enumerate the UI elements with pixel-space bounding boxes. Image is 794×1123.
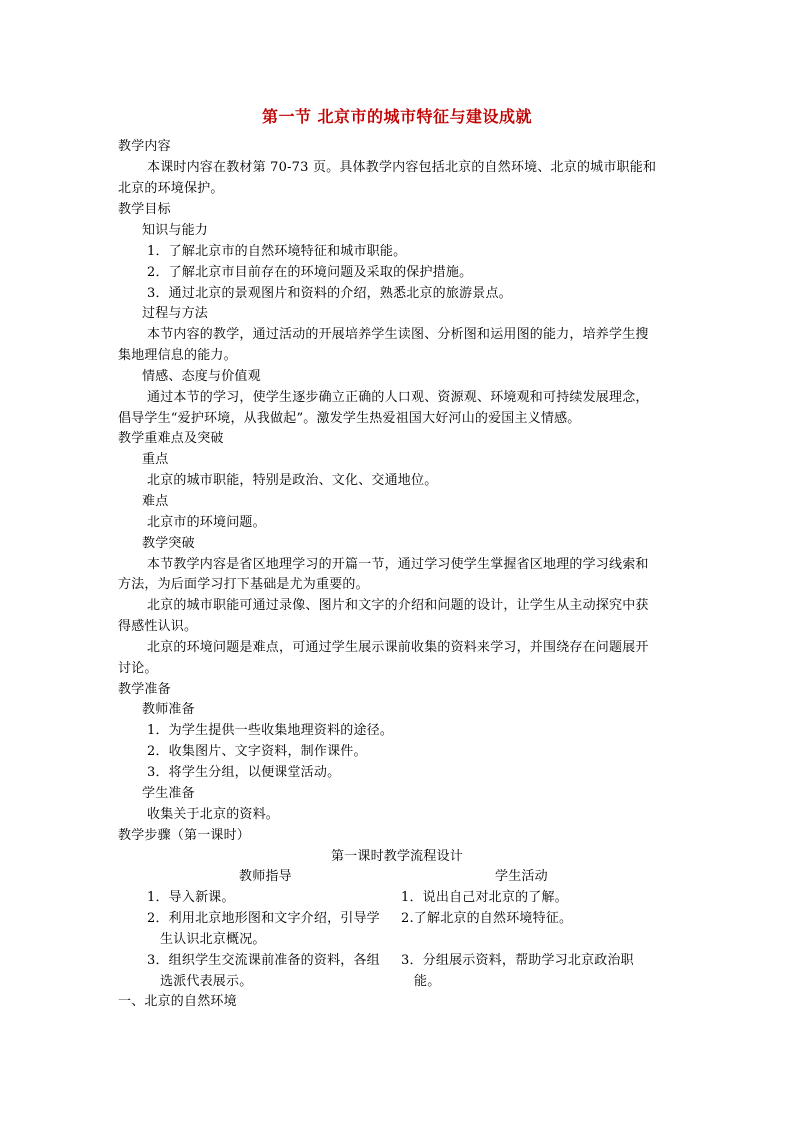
paragraph-line: 北京的城市职能，特别是政治、文化、交通地位。 bbox=[147, 473, 438, 488]
paragraph-line: 方法，为后面学习打下基础是尤为重要的。 bbox=[118, 577, 369, 592]
list-item: 1．了解北京市的自然环境特征和城市职能。 bbox=[147, 244, 407, 259]
flow-column-student: 学生活动 bbox=[495, 869, 548, 884]
flow-student-step-cont: 能。 bbox=[414, 974, 441, 989]
paragraph-line: 北京的城市职能可通过录像、图片和文字的介绍和问题的设计，让学生从主动探究中获 bbox=[147, 598, 649, 613]
flow-teacher-step: 1．导入新课。 bbox=[147, 890, 235, 905]
flow-teacher-step: 2．利用北京地形图和文字介绍，引导学 bbox=[147, 911, 380, 926]
list-item: 2．了解北京市目前存在的环境问题及采取的保护措施。 bbox=[147, 265, 473, 280]
flow-student-step: 2.了解北京的自然环境特征。 bbox=[401, 911, 573, 926]
heading-teaching-steps: 教学步骤（第一课时） bbox=[118, 828, 251, 843]
paragraph-line: 本节教学内容是省区地理学习的开篇一节，通过学习使学生掌握省区地理的学习线索和 bbox=[147, 557, 649, 572]
paragraph-line: 北京市的环境问题。 bbox=[147, 515, 266, 530]
flow-table-title: 第一课时教学流程设计 bbox=[330, 849, 463, 864]
flow-column-teacher: 教师指导 bbox=[239, 869, 292, 884]
paragraph-line: 倡导学生“爱护环境，从我做起”。激发学生热爱祖国大好河山的爱国主义情感。 bbox=[118, 411, 581, 426]
paragraph-line: 通过本节的学习，使学生逐步确立正确的人口观、资源观、环境观和可持续发展理念， bbox=[147, 390, 649, 405]
subheading-focus: 重点 bbox=[142, 452, 169, 467]
subheading-emotion: 情感、态度与价值观 bbox=[142, 369, 261, 384]
section-heading: 一、北京的自然环境 bbox=[118, 994, 237, 1009]
subheading-student-prep: 学生准备 bbox=[142, 786, 195, 801]
subheading-teacher-prep: 教师准备 bbox=[142, 702, 195, 717]
heading-teaching-content: 教学内容 bbox=[118, 139, 171, 154]
heading-preparation: 教学准备 bbox=[118, 682, 171, 697]
subheading-knowledge: 知识与能力 bbox=[142, 223, 209, 238]
paragraph-line: 得感性认识。 bbox=[118, 619, 198, 634]
list-item: 2．收集图片、文字资料，制作课件。 bbox=[147, 744, 367, 759]
list-item: 1．为学生提供一些收集地理资料的途径。 bbox=[147, 723, 394, 738]
paragraph-line: 本节内容的教学，通过活动的开展培养学生读图、分析图和运用图的能力，培养学生搜 bbox=[147, 327, 649, 342]
flow-teacher-step-cont: 生认识北京概况。 bbox=[160, 932, 266, 947]
flow-teacher-step-cont: 选派代表展示。 bbox=[160, 974, 253, 989]
subheading-process: 过程与方法 bbox=[142, 306, 209, 321]
heading-teaching-goals: 教学目标 bbox=[118, 202, 171, 217]
list-item: 3．将学生分组，以便课堂活动。 bbox=[147, 765, 341, 780]
paragraph-line: 讨论。 bbox=[118, 661, 158, 676]
page-title: 第一节 北京市的城市特征与建设成就 bbox=[261, 107, 533, 126]
heading-key-points: 教学重难点及突破 bbox=[118, 431, 224, 446]
flow-student-step: 3．分组展示资料，帮助学习北京政治职 bbox=[401, 953, 634, 968]
flow-student-step: 1．说出自己对北京的了解。 bbox=[401, 890, 568, 905]
paragraph-line: 集地理信息的能力。 bbox=[118, 348, 237, 363]
subheading-breakthrough: 教学突破 bbox=[142, 536, 195, 551]
paragraph-line: 北京的环境问题是难点，可通过学生展示课前收集的资料来学习，并围绕存在问题展开 bbox=[147, 640, 649, 655]
flow-teacher-step: 3．组织学生交流课前准备的资料，各组 bbox=[147, 953, 380, 968]
paragraph-line: 北京的环境保护。 bbox=[118, 181, 224, 196]
paragraph-line: 收集关于北京的资料。 bbox=[147, 807, 280, 822]
list-item: 3．通过北京的景观图片和资料的介绍，熟悉北京的旅游景点。 bbox=[147, 286, 512, 301]
paragraph-line: 本课时内容在教材第 70-73 页。具体教学内容包括北京的自然环境、北京的城市职能和 bbox=[147, 160, 657, 175]
subheading-difficulty: 难点 bbox=[142, 494, 169, 509]
